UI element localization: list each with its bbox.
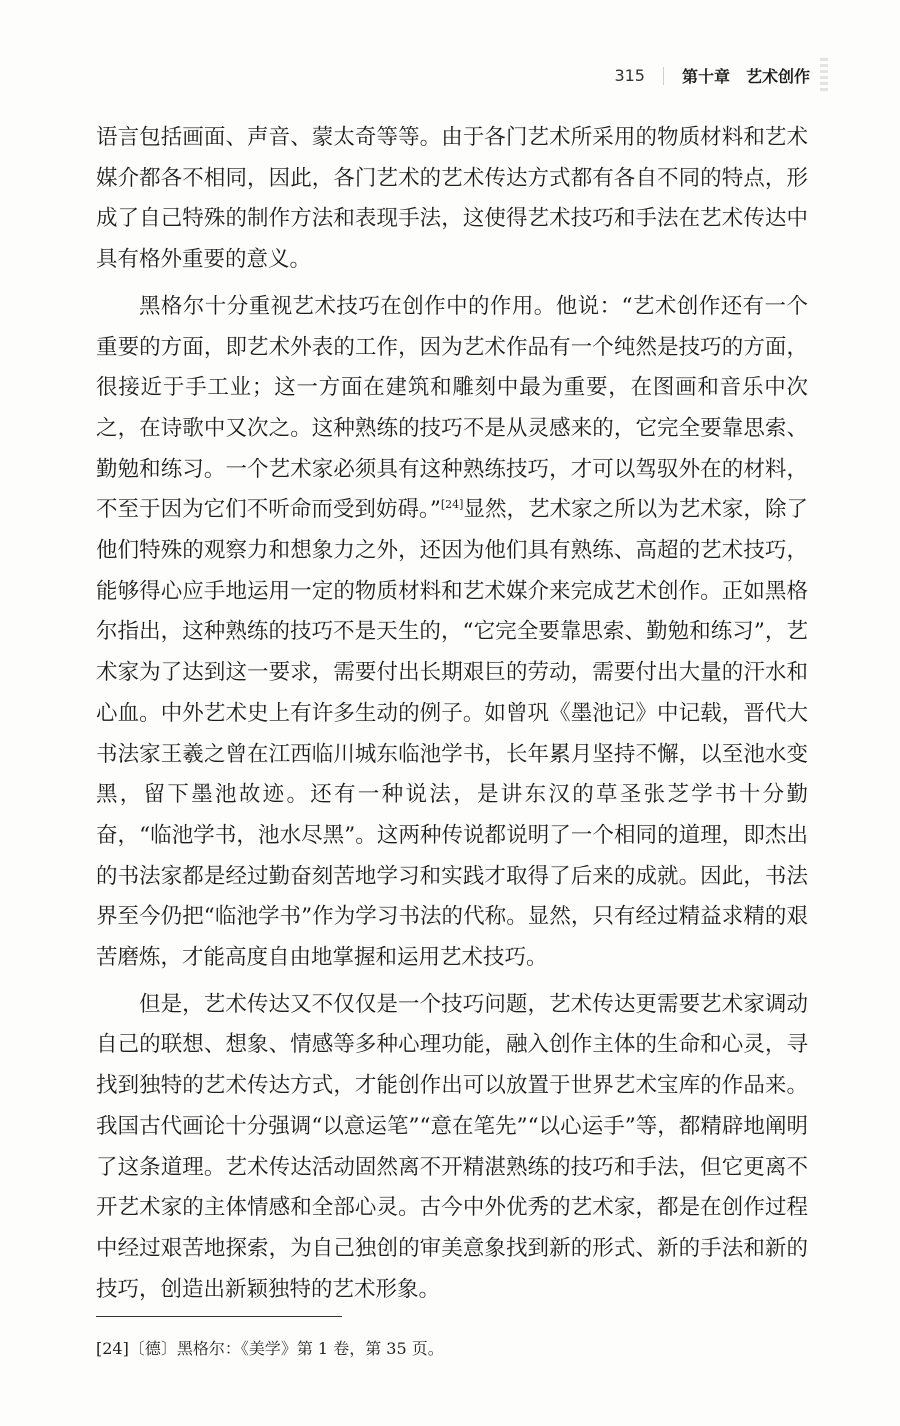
running-header	[614, 64, 810, 87]
header-ornament	[820, 58, 828, 94]
paragraph-2-quote: 黑格尔十分重视艺术技巧在创作中的作用。他说：“艺术创作还有一个重要的方面，即艺术外表的工作，因为艺术作品有一个纯然是技巧的方面，很接近于手工业；这一方面在建筑和雕刻中最为重要，在图画和音乐中次之，在诗歌中又次之。这种熟练的技巧不是从灵感来的，它完全要靠思索、勤勉和练习。一个艺术家必须具有这种熟练技巧，才可以驾驭外在的材料，不至于因为它们不听命而受到妨碍。”	[96, 293, 808, 523]
paragraph-1: 语言包括画面、声音、蒙太奇等等。由于各门艺术所采用的物质材料和艺术媒介都各不相同，因此，各门艺术的艺术传达方式都有各自不同的特点，形成了自己特殊的制作方法和表现手法，这使得艺术技巧和手法在艺术传达中具有格外重要的意义。	[96, 125, 808, 273]
footnote-divider	[96, 1316, 342, 1317]
footnote: [24]〔德〕黑格尔：《美学》第 1 卷，第 35 页。	[96, 1339, 444, 1358]
paragraph-3: 但是，艺术传达又不仅仅是一个技巧问题，艺术传达更需要艺术家调动自己的联想、想象、情感等多种心理功能，融入创作主体的生命和心灵，寻找到独特的艺术传达方式，才能创作出可以放置于世界艺术宝库的作品来。我国古代画论十分强调“以意运笔”“意在笔先”“以心运手”等，都精辟地阐明了这条道理。艺术传达活动固然离不开精湛熟练的技巧和手法，但它更离不开艺术家的主体情感和全部心灵。古今中外优秀的艺术家，都是在创作过程中经过艰苦地探索，为自己独创的审美意象找到新的形式、新的手法和新的技巧，创造出新颖独特的艺术形象。	[96, 991, 808, 1302]
footnote-ref: [24]	[440, 498, 464, 512]
page-number: 315	[614, 66, 645, 85]
header-divider	[663, 67, 664, 85]
paragraph-2-rest: 显然，艺术家之所以为艺术家，除了他们特殊的观察力和想象力之外，还因为他们具有熟练、高超的艺术技巧，能够得心应手地运用一定的物质材料和艺术媒介来完成艺术创作。正如黑格尔指出，这种熟练的技巧不是天生的，“它完全要靠思索、勤勉和练习”，艺术家为了达到这一要求，需要付出长期艰巨的劳动，需要付出大量的汗水和心血。中外艺术史上有许多生动的例子。如曾巩《墨池记》中记载，晋代大书法家王羲之曾在江西临川城东临池学书，长年累月坚持不懈，以至池水变黑，留下墨池故迹。还有一种说法，是讲东汉的草圣张芝学书十分勤奋，“临池学书，池水尽黑”。这两种传说都说明了一个相同的道理，即杰出的书法家都是经过勤奋刻苦地学习和实践才取得了后来的成就。因此，书法界至今仍把“临池学书”作为学习书法的代称。显然，只有经过精益求精的艰苦磨炼，才能高度自由地掌握和运用艺术技巧。	[96, 497, 808, 971]
paragraph-2	[96, 287, 808, 979]
chapter-title: 第十章 艺术创作	[681, 67, 810, 86]
main-text	[96, 118, 808, 1310]
